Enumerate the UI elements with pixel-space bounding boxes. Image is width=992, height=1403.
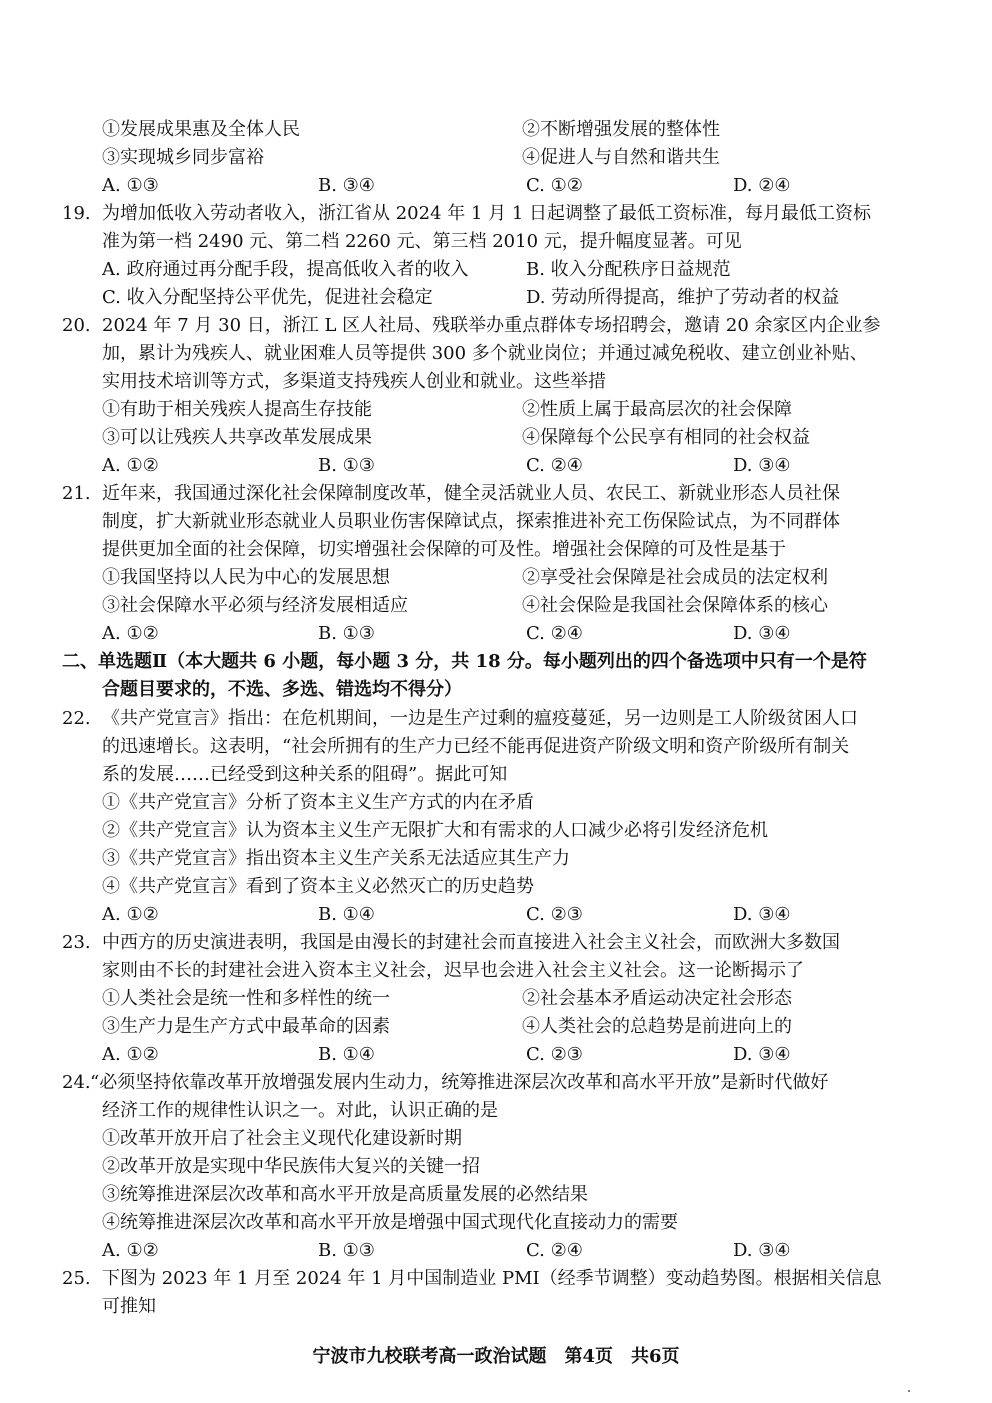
- q24-number: 24.: [62, 1072, 91, 1093]
- q18-choice-b: B. ③④: [318, 175, 375, 196]
- q24-stem-line-1: “必须坚持依靠改革开放增强发展内生动力，统筹推进深层次改革和高水平开放”是新时代做好: [90, 1072, 829, 1093]
- scan-speck: [908, 1390, 910, 1392]
- q23-option-3: ③生产力是生产方式中最革命的因素: [102, 1016, 390, 1037]
- q19-stem-line-2: 准为第一档 2490 元、第二档 2260 元、第三档 2010 元，提升幅度显著。可见: [102, 231, 742, 252]
- q23-option-4: ④人类社会的总趋势是前进向上的: [522, 1016, 792, 1037]
- q24-choice-a: A. ①②: [102, 1240, 159, 1261]
- q22-choice-b: B. ①④: [318, 904, 375, 925]
- q21-number: 21.: [62, 483, 91, 504]
- q20-number: 20.: [62, 315, 91, 336]
- q20-option-2: ②性质上属于最高层次的社会保障: [522, 399, 792, 420]
- q18-option-4: ④促进人与自然和谐共生: [522, 147, 720, 168]
- q22-option-4: ④《共产党宣言》看到了资本主义必然灭亡的历史趋势: [102, 876, 534, 897]
- q25-number: 25.: [62, 1268, 91, 1289]
- q22-stem-line-3: 系的发展……已经受到这种关系的阻碍”。据此可知: [102, 764, 508, 785]
- q21-choice-d: D. ③④: [733, 623, 791, 644]
- q23-option-2: ②社会基本矛盾运动决定社会形态: [522, 988, 792, 1009]
- section-2-heading: 二、单选题Ⅱ（本大题共 6 小题，每小题 3 分，共 18 分。每小题列出的四个备选项中只有一个是符: [62, 651, 867, 672]
- q21-option-3: ③社会保障水平必须与经济发展相适应: [102, 595, 408, 616]
- q23-number: 23.: [62, 932, 91, 953]
- q23-choice-a: A. ①②: [102, 1044, 159, 1065]
- q19-choice-d: D. 劳动所得提高，维护了劳动者的权益: [526, 287, 840, 308]
- q20-choice-d: D. ③④: [733, 455, 791, 476]
- q25-stem-line-1: 下图为 2023 年 1 月至 2024 年 1 月中国制造业 PMI（经季节调整）变动趋势图。根据相关信息: [102, 1268, 882, 1289]
- q20-stem-line-3: 实用技术培训等方式，多渠道支持残疾人创业和就业。这些举措: [102, 371, 606, 392]
- q19-stem-line-1: 为增加低收入劳动者收入，浙江省从 2024 年 1 月 1 日起调整了最低工资标准，每月最低工资标: [102, 203, 872, 224]
- q19-number: 19.: [62, 203, 91, 224]
- q22-option-3: ③《共产党宣言》指出资本主义生产关系无法适应其生产力: [102, 848, 570, 869]
- q18-option-1: ①发展成果惠及全体人民: [102, 119, 300, 140]
- q20-option-1: ①有助于相关残疾人提高生存技能: [102, 399, 372, 420]
- section-2-instructions: 合题目要求的，不选、多选、错选均不得分）: [102, 679, 462, 700]
- q20-stem-line-2: 加，累计为残疾人、就业困难人员等提供 300 多个就业岗位；并通过减免税收、建立创业补贴、: [102, 343, 868, 364]
- q20-option-3: ③可以让残疾人共享改革发展成果: [102, 427, 372, 448]
- q24-option-1: ①改革开放开启了社会主义现代化建设新时期: [102, 1128, 462, 1149]
- q22-stem-line-1: 《共产党宣言》指出：在危机期间，一边是生产过剩的瘟疫蔓延，另一边则是工人阶级贫困人口: [102, 708, 858, 729]
- q21-stem-line-1: 近年来，我国通过深化社会保障制度改革，健全灵活就业人员、农民工、新就业形态人员社保: [102, 483, 840, 504]
- q23-option-1: ①人类社会是统一性和多样性的统一: [102, 988, 390, 1009]
- q20-option-4: ④保障每个公民享有相同的社会权益: [522, 427, 810, 448]
- page-footer: 宁波市九校联考高一政治试题 第4页 共6页: [312, 1346, 680, 1367]
- q21-choice-b: B. ①③: [318, 623, 375, 644]
- q23-stem-line-1: 中西方的历史演进表明，我国是由漫长的封建社会而直接进入社会主义社会，而欧洲大多数国: [102, 932, 840, 953]
- q23-choice-d: D. ③④: [733, 1044, 791, 1065]
- q19-choice-b: B. 收入分配秩序日益规范: [526, 259, 731, 280]
- q22-number: 22.: [62, 708, 91, 729]
- q24-stem-line-2: 经济工作的规律性认识之一。对此，认识正确的是: [102, 1100, 498, 1121]
- q24-option-2: ②改革开放是实现中华民族伟大复兴的关键一招: [102, 1156, 480, 1177]
- q22-option-1: ①《共产党宣言》分析了资本主义生产方式的内在矛盾: [102, 792, 534, 813]
- q24-choice-d: D. ③④: [733, 1240, 791, 1261]
- q20-choice-b: B. ①③: [318, 455, 375, 476]
- q22-choice-d: D. ③④: [733, 904, 791, 925]
- q24-option-4: ④统筹推进深层次改革和高水平开放是增强中国式现代化直接动力的需要: [102, 1212, 678, 1233]
- q21-option-1: ①我国坚持以人民为中心的发展思想: [102, 567, 390, 588]
- q19-choice-c: C. 收入分配坚持公平优先，促进社会稳定: [102, 287, 433, 308]
- q18-option-3: ③实现城乡同步富裕: [102, 147, 264, 168]
- q21-stem-line-3: 提供更加全面的社会保障，切实增强社会保障的可及性。增强社会保障的可及性是基于: [102, 539, 786, 560]
- q18-option-2: ②不断增强发展的整体性: [522, 119, 720, 140]
- q21-option-4: ④社会保险是我国社会保障体系的核心: [522, 595, 828, 616]
- q20-choice-a: A. ①②: [102, 455, 159, 476]
- q20-choice-c: C. ②④: [526, 455, 583, 476]
- q21-stem-line-2: 制度，扩大新就业形态就业人员职业伤害保障试点，探索推进补充工伤保险试点，为不同群体: [102, 511, 840, 532]
- q22-choice-a: A. ①②: [102, 904, 159, 925]
- q24-choice-c: C. ②④: [526, 1240, 583, 1261]
- q23-choice-c: C. ②③: [526, 1044, 583, 1065]
- q22-option-2: ②《共产党宣言》认为资本主义生产无限扩大和有需求的人口减少必将引发经济危机: [102, 820, 768, 841]
- q20-stem-line-1: 2024 年 7 月 30 日，浙江 L 区人社局、残联举办重点群体专场招聘会，邀请 20 余家区内企业参: [102, 315, 881, 336]
- q21-choice-a: A. ①②: [102, 623, 159, 644]
- q23-stem-line-2: 家则由不长的封建社会进入资本主义社会，迟早也会进入社会主义社会。这一论断揭示了: [102, 960, 804, 981]
- q21-option-2: ②享受社会保障是社会成员的法定权利: [522, 567, 828, 588]
- q23-choice-b: B. ①④: [318, 1044, 375, 1065]
- q22-stem-line-2: 的迅速增长。这表明，“社会所拥有的生产力已经不能再促进资产阶级文明和资产阶级所有制关: [102, 736, 850, 757]
- q24-option-3: ③统筹推进深层次改革和高水平开放是高质量发展的必然结果: [102, 1184, 588, 1205]
- q22-choice-c: C. ②③: [526, 904, 583, 925]
- q24-choice-b: B. ①③: [318, 1240, 375, 1261]
- q21-choice-c: C. ②④: [526, 623, 583, 644]
- q25-stem-line-2: 可推知: [102, 1296, 156, 1317]
- q18-choice-a: A. ①③: [102, 175, 159, 196]
- q18-choice-c: C. ①②: [526, 175, 583, 196]
- q19-choice-a: A. 政府通过再分配手段，提高低收入者的收入: [102, 259, 469, 280]
- q18-choice-d: D. ②④: [733, 175, 791, 196]
